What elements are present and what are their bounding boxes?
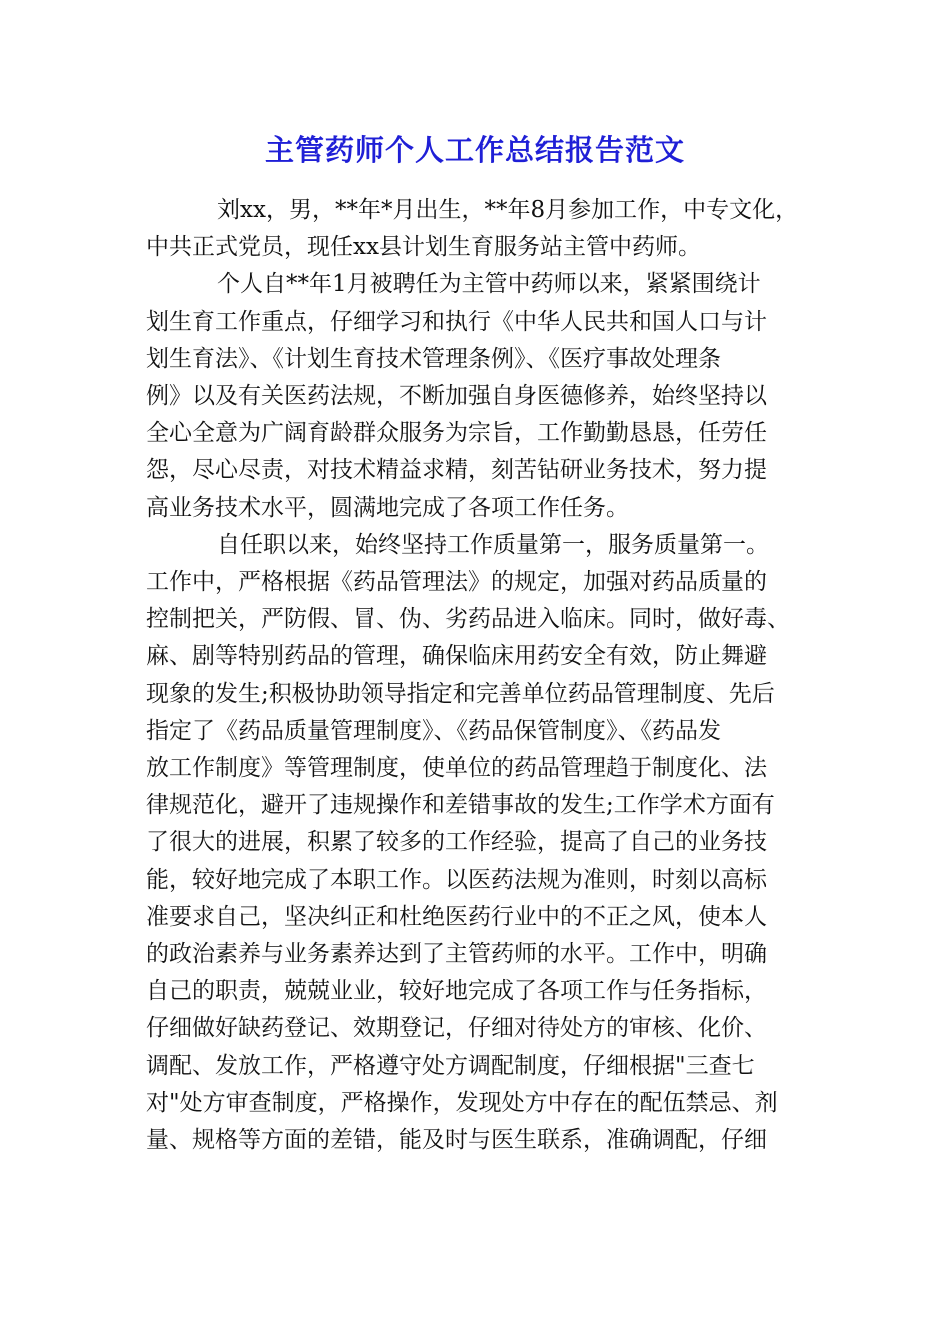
text-line: 调配、发放工作，严格遵守处方调配制度，仔细根据"三查七 [146,1052,755,1079]
text-line: 仔细做好缺药登记、效期登记，仔细对待处方的审核、化价、 [146,1015,767,1042]
text-line: 划生育工作重点，仔细学习和执行《中华人民共和国人口与计 [146,308,767,335]
document-title: 主管药师个人工作总结报告范文 [264,133,685,167]
text-line: 了很大的进展，积累了较多的工作经验，提高了自己的业务技 [146,829,767,856]
paragraph [146,266,812,526]
text-line: 中共正式党员，现任xx县计划生育服务站主管中药师。 [146,234,701,261]
text-line: 放工作制度》等管理制度，使单位的药品管理趋于制度化、法 [146,755,767,782]
text-line: 全心全意为广阔育龄群众服务为宗旨，工作勤勤恳恳，任劳任 [146,420,767,447]
text-line: 控制把关，严防假、冒、伪、劣药品进入临床。同时，做好毒、 [146,606,790,633]
text-line: 刘xx，男，**年*月出生，**年8月参加工作，中专文化， [217,197,799,223]
text-line: 的政治素养与业务素养达到了主管药师的水平。工作中，明确 [146,941,767,968]
text-line: 能，较好地完成了本职工作。以医药法规为准则，时刻以高标 [146,866,767,893]
text-line: 自任职以来，始终坚持工作质量第一，服务质量第一。 [217,531,769,558]
text-line: 划生育法》、《计划生育技术管理条例》、《医疗事故处理条 [146,345,721,372]
text-line: 工作中，严格根据《药品管理法》的规定，加强对药品质量的 [146,569,767,596]
text-line: 指定了《药品质量管理制度》、《药品保管制度》、《药品发 [146,717,721,744]
document-body [146,192,812,1159]
text-line: 自己的职责，兢兢业业，较好地完成了各项工作与任务指标， [146,978,767,1005]
text-line: 高业务技术水平，圆满地完成了各项工作任务。 [146,494,629,521]
text-line: 准要求自己，坚决纠正和杜绝医药行业中的不正之风，使本人 [146,903,767,930]
text-line: 例》以及有关医药法规，不断加强自身医德修养，始终坚持以 [146,383,767,410]
text-line: 怨，尽心尽责，对技术精益求精，刻苦钻研业务技术，努力提 [146,457,767,484]
text-line: 量、规格等方面的差错，能及时与医生联系，准确调配，仔细 [146,1127,767,1154]
text-line: 麻、剧等特别药品的管理，确保临床用药安全有效，防止舞避 [146,643,767,670]
text-line: 对"处方审查制度，严格操作，发现处方中存在的配伍禁忌、剂 [146,1089,778,1116]
paragraph [146,527,812,1159]
text-line: 现象的发生;积极协助领导指定和完善单位药品管理制度、先后 [146,680,775,707]
text-line: 个人自**年1月被聘任为主管中药师以来，紧紧围绕计 [217,271,761,298]
text-line: 律规范化，避开了违规操作和差错事故的发生;工作学术方面有 [146,792,775,819]
paragraph [146,192,812,266]
